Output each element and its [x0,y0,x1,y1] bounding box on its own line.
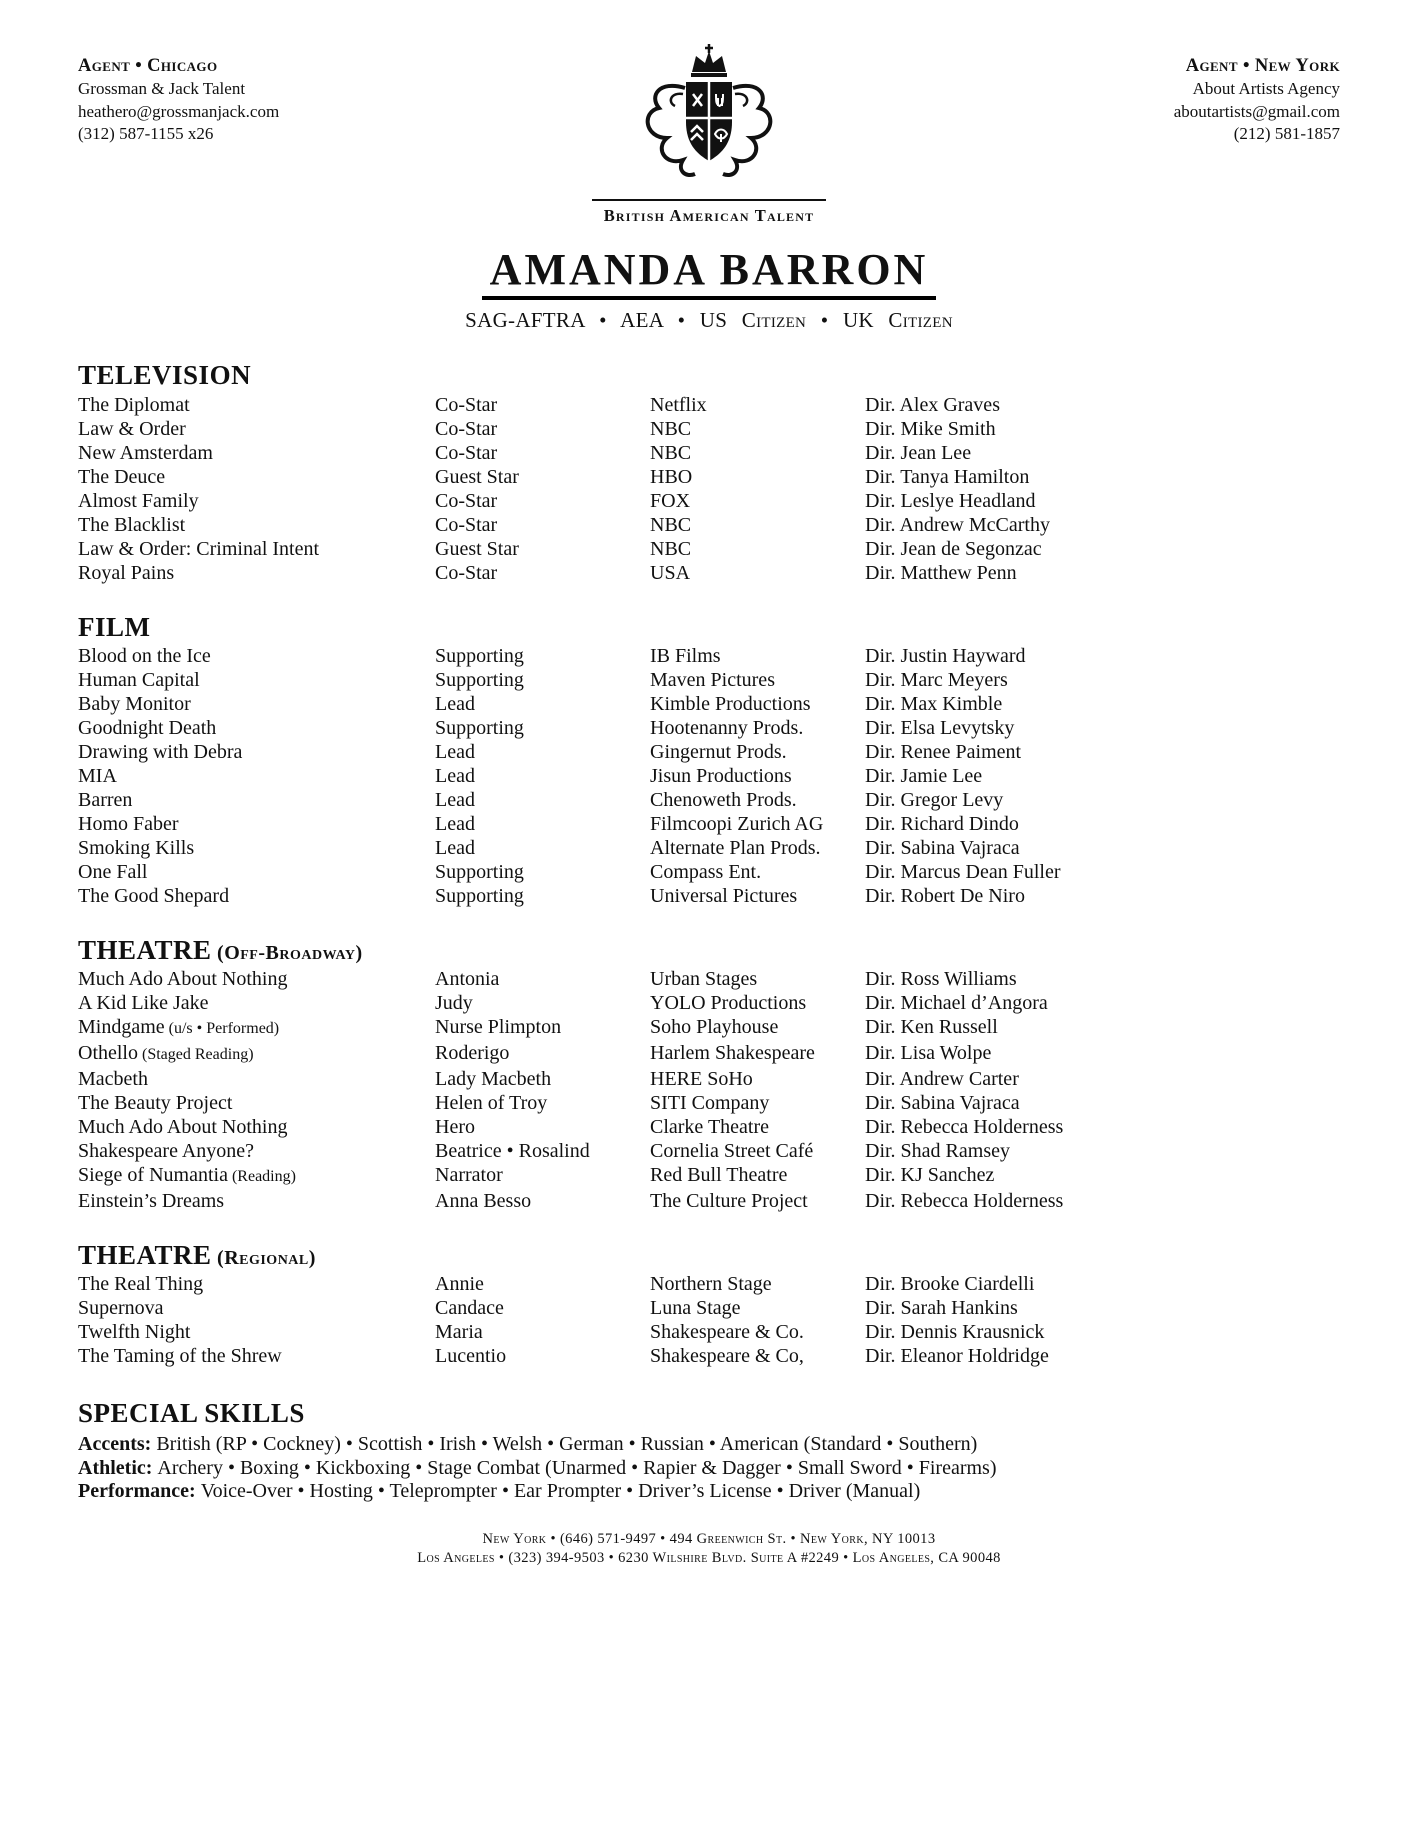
footer [78,1530,1340,1568]
credit-role: Guest Star [435,537,519,560]
agent-newyork-company: About Artists Agency [1192,79,1340,99]
agent-newyork-block [1010,54,1340,146]
credit-title: Barren [78,788,133,811]
credit-company: The Culture Project [650,1190,808,1213]
agent-chicago-email: heathero@grossmanjack.com [78,101,280,121]
credit-row [78,836,1340,860]
credit-company: NBC [650,441,692,464]
agent-chicago-company: Grossman & Jack Talent [78,79,246,99]
agent-newyork-phone: (212) 581-1857 [1233,124,1340,144]
credits-section [78,935,1340,1213]
credit-role: Supporting [435,860,524,883]
credit-director: Dir. Lisa Wolpe [865,1042,992,1065]
credit-row [78,967,1340,991]
credit-title-note: (Reading) [227,1168,296,1186]
credit-role: Roderigo [435,1042,510,1065]
credit-role: Lead [435,788,475,811]
credit-director: Dir. Gregor Levy [865,788,1004,811]
credit-title: Blood on the Ice [78,644,211,667]
credit-director: Dir. Jean Lee [865,441,972,464]
credit-row [78,1320,1340,1344]
credit-title: The Real Thing [78,1273,204,1296]
credit-title: The Taming of the Shrew [78,1345,282,1368]
credit-row [78,644,1340,668]
credit-director: Dir. Rebecca Holderness [865,1116,1064,1139]
credit-director: Dir. Brooke Ciardelli [865,1273,1035,1296]
skill-line-label: Performance: [78,1480,201,1503]
credit-row [78,393,1340,417]
special-skills-section [78,1398,1340,1504]
credit-row [78,860,1340,884]
credit-director: Dir. Mike Smith [865,417,996,440]
credit-company: FOX [650,489,691,512]
credit-director: Dir. Renee Paiment [865,740,1022,763]
credit-title: Drawing with Debra [78,740,243,763]
credit-title: Baby Monitor [78,692,191,715]
credit-company: USA [650,561,691,584]
credit-role: Lead [435,692,475,715]
credit-role: Lead [435,764,475,787]
credit-director: Dir. Ken Russell [865,1016,998,1039]
credit-company: Soho Playhouse [650,1016,779,1039]
credits-section [78,1240,1340,1368]
credit-role: Supporting [435,884,524,907]
credit-role: Lead [435,740,475,763]
credit-company: NBC [650,513,692,536]
credits-section [78,360,1340,584]
section-title: FILM [78,611,151,642]
credit-director: Dir. Matthew Penn [865,561,1017,584]
credit-director: Dir. Sabina Vajraca [865,1092,1020,1115]
credit-director: Dir. Andrew McCarthy [865,513,1050,536]
credit-role: Hero [435,1116,475,1139]
credit-title: Siege of Numantia (Reading) [78,1164,296,1187]
credit-title: New Amsterdam [78,441,213,464]
talent-agency-caption: British American Talent [603,206,815,225]
credit-title: Smoking Kills [78,836,195,859]
agent-newyork-email: aboutartists@gmail.com [1173,101,1340,121]
credit-row [78,1189,1340,1213]
section-title: TELEVISION [78,360,252,391]
credit-title: Einstein’s Dreams [78,1190,225,1213]
credit-title: Othello (Staged Reading) [78,1042,254,1065]
credit-row [78,740,1340,764]
credit-title: The Diplomat [78,393,190,416]
credit-director: Dir. Elsa Levytsky [865,716,1015,739]
credit-role: Co-Star [435,489,498,512]
credit-row [78,991,1340,1015]
credit-director: Dir. Marcus Dean Fuller [865,860,1061,883]
credit-row [78,716,1340,740]
credit-company: YOLO Productions [650,992,807,1015]
credit-row [78,788,1340,812]
credit-company: Chenoweth Prods. [650,788,797,811]
credit-role: Supporting [435,668,524,691]
credit-company: Luna Stage [650,1297,741,1320]
credit-row [78,441,1340,465]
actor-name: AMANDA BARRON [482,246,937,300]
credit-role: Supporting [435,716,524,739]
credit-director: Dir. Tanya Hamilton [865,465,1030,488]
credit-title: Twelfth Night [78,1321,191,1344]
credit-role: Judy [435,992,473,1015]
credit-director: Dir. Michael d’Angora [865,992,1048,1015]
credit-row [78,417,1340,441]
credit-title: Human Capital [78,668,200,691]
credit-title: The Beauty Project [78,1092,233,1115]
credit-director: Dir. KJ Sanchez [865,1164,995,1187]
credit-role: Anna Besso [435,1190,532,1213]
credit-row [78,692,1340,716]
credit-director: Dir. Eleanor Holdridge [865,1345,1049,1368]
credit-title: MIA [78,764,117,787]
credit-role: Annie [435,1273,484,1296]
credit-title-note: (u/s • Performed) [164,1020,280,1038]
credit-director: Dir. Sarah Hankins [865,1297,1018,1320]
credit-director: Dir. Dennis Krausnick [865,1321,1045,1344]
credit-director: Dir. Andrew Carter [865,1068,1019,1091]
credit-company: Alternate Plan Prods. [650,836,821,859]
credit-row [78,1163,1340,1189]
footer-losangeles-line: Los Angeles • (323) 394-9503 • 6230 Wilshire Blvd. Suite A #2249 • Los Angeles, CA 90048 [417,1549,1001,1566]
credit-role: Co-Star [435,513,498,536]
credit-company: Gingernut Prods. [650,740,787,763]
credit-company: Shakespeare & Co. [650,1321,804,1344]
credit-director: Dir. Richard Dindo [865,812,1019,835]
credit-company: Red Bull Theatre [650,1164,788,1187]
credit-role: Supporting [435,644,524,667]
credit-director: Dir. Shad Ramsey [865,1140,1010,1163]
credit-row [78,1115,1340,1139]
credit-role: Narrator [435,1164,503,1187]
credit-role: Lady Macbeth [435,1068,552,1091]
credit-row [78,465,1340,489]
credit-title: The Good Shepard [78,884,230,907]
crest-logo [592,42,826,226]
credit-company: Urban Stages [650,968,758,991]
credit-title: The Blacklist [78,513,186,536]
credit-company: Shakespeare & Co, [650,1345,804,1368]
credit-role: Beatrice • Rosalind [435,1140,590,1163]
credit-role: Maria [435,1321,483,1344]
credit-company: HERE SoHo [650,1068,753,1091]
agent-newyork-title: Agent • New York [1185,56,1340,76]
credit-title: Mindgame (u/s • Performed) [78,1016,280,1039]
credit-role: Co-Star [435,441,498,464]
credit-row [78,1272,1340,1296]
credit-row [78,884,1340,908]
agent-chicago-block [78,54,408,146]
credit-title: Law & Order: Criminal Intent [78,537,320,560]
credit-director: Dir. Robert De Niro [865,884,1025,907]
credit-title: Much Ado About Nothing [78,1116,288,1139]
credit-director: Dir. Leslye Headland [865,489,1036,512]
credit-company: Universal Pictures [650,884,798,907]
skill-line: Accents: British (RP • Cockney) • Scottish • Irish • Welsh • German • Russian • American (Standard • Southern) [78,1433,978,1456]
credit-role: Helen of Troy [435,1092,548,1115]
credit-director: Dir. Jamie Lee [865,764,983,787]
credit-role: Co-Star [435,393,498,416]
credit-company: NBC [650,417,692,440]
credit-row [78,537,1340,561]
credit-role: Guest Star [435,465,519,488]
credit-row [78,812,1340,836]
credit-title: Shakespeare Anyone? [78,1140,255,1163]
credit-title: The Deuce [78,465,166,488]
section-title: THEATRE (Regional) [78,1240,316,1271]
sections [78,360,1340,1368]
section-title: THEATRE (Off-Broadway) [78,934,363,965]
credit-director: Dir. Alex Graves [865,393,1000,416]
credit-row [78,1091,1340,1115]
credit-director: Dir. Rebecca Holderness [865,1190,1064,1213]
credit-company: Maven Pictures [650,668,775,691]
credit-company: Harlem Shakespeare [650,1042,815,1065]
credit-title: Almost Family [78,489,199,512]
credit-role: Lead [435,812,475,835]
credit-row [78,561,1340,585]
section-subtitle: (Off-Broadway) [211,941,363,964]
credit-title: Homo Faber [78,812,179,835]
credit-company: IB Films [650,644,721,667]
credit-title: Supernova [78,1297,164,1320]
special-skills-title: SPECIAL SKILLS [78,1398,305,1429]
footer-newyork-line: New York • (646) 571-9497 • 494 Greenwich St. • New York, NY 10013 [482,1530,936,1547]
credit-company: Compass Ent. [650,860,762,883]
credit-company: HBO [650,465,693,488]
credit-company: Hootenanny Prods. [650,716,804,739]
skill-line: Performance: Voice-Over • Hosting • Teleprompter • Ear Prompter • Driver’s License • Driver (Manual) [78,1480,921,1503]
skill-line-label: Athletic: [78,1456,158,1479]
credit-company: Netflix [650,393,707,416]
credit-title: A Kid Like Jake [78,992,209,1015]
section-subtitle: (Regional) [211,1247,316,1270]
agent-chicago-title: Agent • Chicago [78,56,218,76]
credit-row [78,668,1340,692]
credit-director: Dir. Max Kimble [865,692,1003,715]
credit-role: Lucentio [435,1345,507,1368]
credit-role: Co-Star [435,417,498,440]
credits-section [78,612,1340,908]
credit-director: Dir. Sabina Vajraca [865,836,1020,859]
name-block [78,246,1340,333]
credit-director: Dir. Jean de Segonzac [865,537,1042,560]
credit-company: SITI Company [650,1092,770,1115]
credit-row [78,513,1340,537]
skill-line-label: Accents: [78,1433,157,1456]
credit-title: Royal Pains [78,561,175,584]
credit-director: Dir. Ross Williams [865,968,1017,991]
credit-row [78,1344,1340,1368]
credit-row [78,1296,1340,1320]
credit-row [78,1041,1340,1067]
credit-title: Much Ado About Nothing [78,968,288,991]
credit-company: Filmcoopi Zurich AG [650,812,824,835]
credit-row [78,1067,1340,1091]
credit-role: Candace [435,1297,504,1320]
credit-role: Co-Star [435,561,498,584]
credit-role: Lead [435,836,475,859]
credit-company: Clarke Theatre [650,1116,770,1139]
credentials-line: SAG-AFTRA • AEA • US Citizen • UK Citizen [465,308,953,333]
credit-row [78,489,1340,513]
credit-company: Northern Stage [650,1273,772,1296]
credit-company: Jisun Productions [650,764,792,787]
skills-list [78,1433,1340,1504]
credit-title-note: (Staged Reading) [138,1046,254,1064]
credit-role: Nurse Plimpton [435,1016,562,1039]
credit-company: Cornelia Street Café [650,1140,814,1163]
credit-company: NBC [650,537,692,560]
heraldic-crest-icon [625,179,793,196]
credit-row [78,1139,1340,1163]
skill-line: Athletic: Archery • Boxing • Kickboxing • Stage Combat (Unarmed • Rapier & Dagger • Small Sword • Firearms) [78,1456,997,1479]
credit-title: Macbeth [78,1068,148,1091]
credit-company: Kimble Productions [650,692,811,715]
crest-divider [592,199,826,201]
header [78,54,1340,226]
credit-title: One Fall [78,860,148,883]
credit-director: Dir. Marc Meyers [865,668,1008,691]
credit-title: Goodnight Death [78,716,217,739]
credit-row [78,764,1340,788]
agent-chicago-phone: (312) 587-1155 x26 [78,124,214,144]
credit-director: Dir. Justin Hayward [865,644,1026,667]
credit-role: Antonia [435,968,500,991]
credit-title: Law & Order [78,417,186,440]
credit-row [78,1015,1340,1041]
